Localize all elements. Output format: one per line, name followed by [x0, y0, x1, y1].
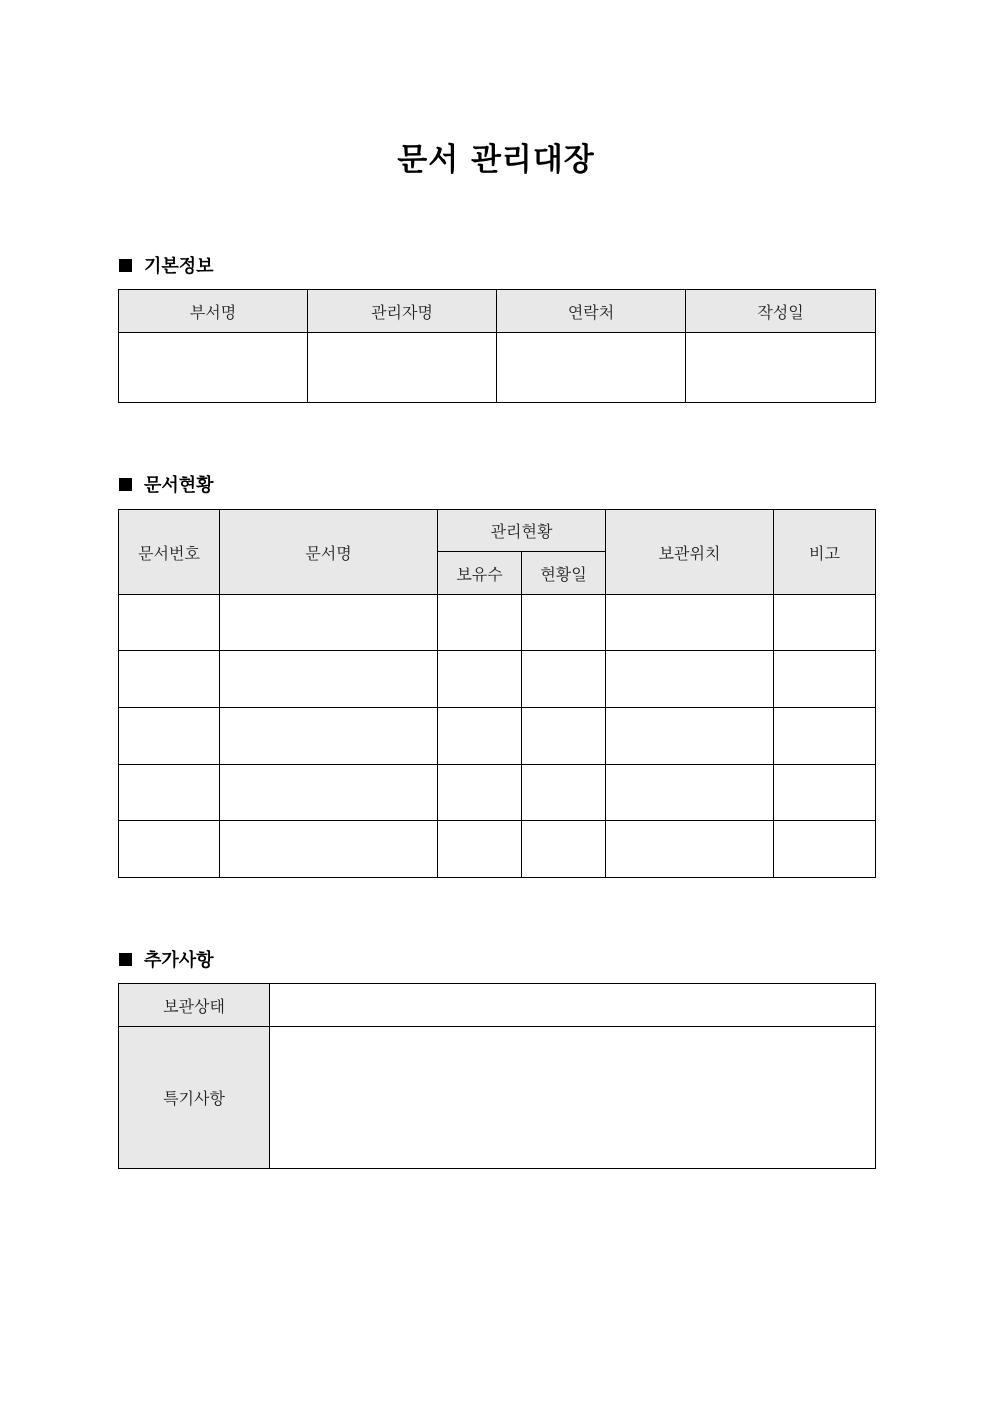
header-date-written: 작성일 [686, 290, 876, 333]
department-field[interactable] [119, 333, 308, 403]
label-storage-state: 보관상태 [119, 984, 270, 1027]
label-special-notes: 특기사항 [119, 1027, 270, 1169]
storage-state-field[interactable] [270, 984, 876, 1027]
storage-location-cell[interactable] [606, 595, 774, 651]
doc-name-cell[interactable] [220, 708, 438, 765]
doc-no-cell[interactable] [119, 595, 220, 651]
remarks-cell[interactable] [774, 821, 876, 878]
header-storage-location: 보관위치 [606, 510, 774, 595]
section-heading-label: 문서현황 [144, 475, 214, 496]
status-date-cell[interactable] [522, 821, 606, 878]
held-count-cell[interactable] [438, 595, 522, 651]
status-date-cell[interactable] [522, 765, 606, 821]
header-doc-name: 문서명 [220, 510, 438, 595]
table-row [119, 821, 876, 878]
section-heading-label: 기본정보 [144, 256, 214, 277]
square-bullet-icon [119, 478, 132, 491]
remarks-cell[interactable] [774, 708, 876, 765]
section-heading-basic-info [119, 253, 214, 277]
held-count-cell[interactable] [438, 708, 522, 765]
doc-no-cell[interactable] [119, 708, 220, 765]
doc-no-cell[interactable] [119, 765, 220, 821]
table-row [119, 651, 876, 708]
section-heading-doc-status [119, 472, 214, 496]
basic-info-table [118, 289, 876, 403]
header-mgmt-status: 관리현황 [438, 510, 606, 552]
table-row [119, 595, 876, 651]
storage-location-cell[interactable] [606, 651, 774, 708]
status-date-cell[interactable] [522, 708, 606, 765]
section-heading-additional [119, 947, 214, 971]
table-row [119, 708, 876, 765]
storage-location-cell[interactable] [606, 765, 774, 821]
table-row [119, 765, 876, 821]
remarks-cell[interactable] [774, 765, 876, 821]
doc-name-cell[interactable] [220, 651, 438, 708]
held-count-cell[interactable] [438, 765, 522, 821]
held-count-cell[interactable] [438, 651, 522, 708]
additional-info-table [118, 983, 876, 1169]
section-heading-label: 추가사항 [144, 950, 214, 971]
header-held-count: 보유수 [438, 552, 522, 595]
contact-field[interactable] [497, 333, 686, 403]
doc-name-cell[interactable] [220, 765, 438, 821]
square-bullet-icon [119, 953, 132, 966]
doc-no-cell[interactable] [119, 651, 220, 708]
doc-name-cell[interactable] [220, 821, 438, 878]
status-date-cell[interactable] [522, 651, 606, 708]
special-notes-field[interactable] [270, 1027, 876, 1169]
header-contact: 연락처 [497, 290, 686, 333]
remarks-cell[interactable] [774, 595, 876, 651]
header-manager: 관리자명 [308, 290, 497, 333]
header-doc-no: 문서번호 [119, 510, 220, 595]
date-written-field[interactable] [686, 333, 876, 403]
doc-status-table [118, 509, 876, 878]
square-bullet-icon [119, 259, 132, 272]
doc-name-cell[interactable] [220, 595, 438, 651]
storage-location-cell[interactable] [606, 821, 774, 878]
header-department: 부서명 [119, 290, 308, 333]
remarks-cell[interactable] [774, 651, 876, 708]
manager-field[interactable] [308, 333, 497, 403]
status-date-cell[interactable] [522, 595, 606, 651]
held-count-cell[interactable] [438, 821, 522, 878]
header-remarks: 비고 [774, 510, 876, 595]
storage-location-cell[interactable] [606, 708, 774, 765]
doc-no-cell[interactable] [119, 821, 220, 878]
document-title: 문서 관리대장 [397, 142, 595, 178]
header-status-date: 현황일 [522, 552, 606, 595]
